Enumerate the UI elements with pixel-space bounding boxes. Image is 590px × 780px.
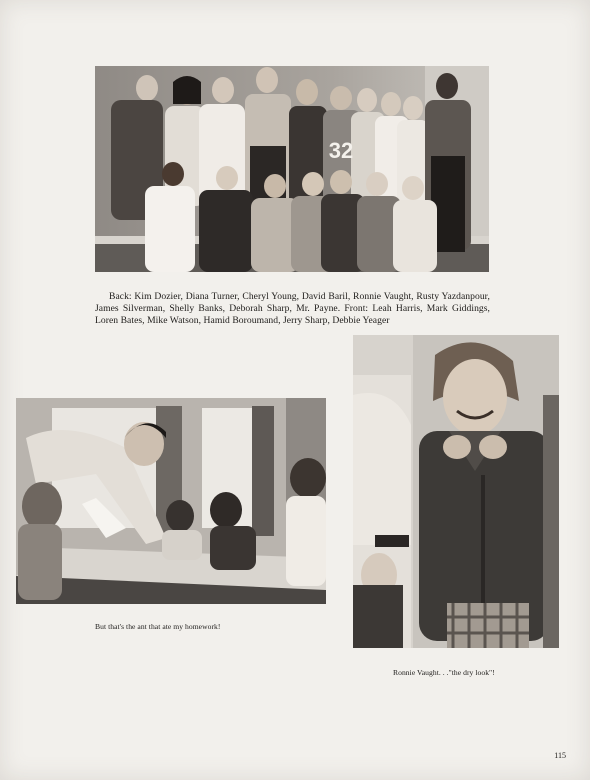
boy-portrait-photo: [353, 335, 559, 648]
boy-photo-caption: Ronnie Vaught. . ."the dry look"!: [393, 667, 495, 677]
jersey-number: 32: [328, 138, 354, 163]
class-group-photo: [95, 66, 489, 272]
classroom-photo: [16, 398, 326, 604]
page-number: 115: [554, 751, 566, 760]
classroom-photo-caption: But that's the ant that ate my homework!: [95, 621, 221, 631]
class-photo-caption: Back: Kim Dozier, Diana Turner, Cheryl Young, David Baril, Ronnie Vaught, Rusty Yazdanpour, James Silverman, Shelly Banks, Deborah Sharp, Mr. Payne. Front: Leah Harris, Mark Giddings, Loren Bates, Mike Watson, Hamid Boroumand, Jerry Sharp, Debbie Yeager: [95, 290, 490, 327]
